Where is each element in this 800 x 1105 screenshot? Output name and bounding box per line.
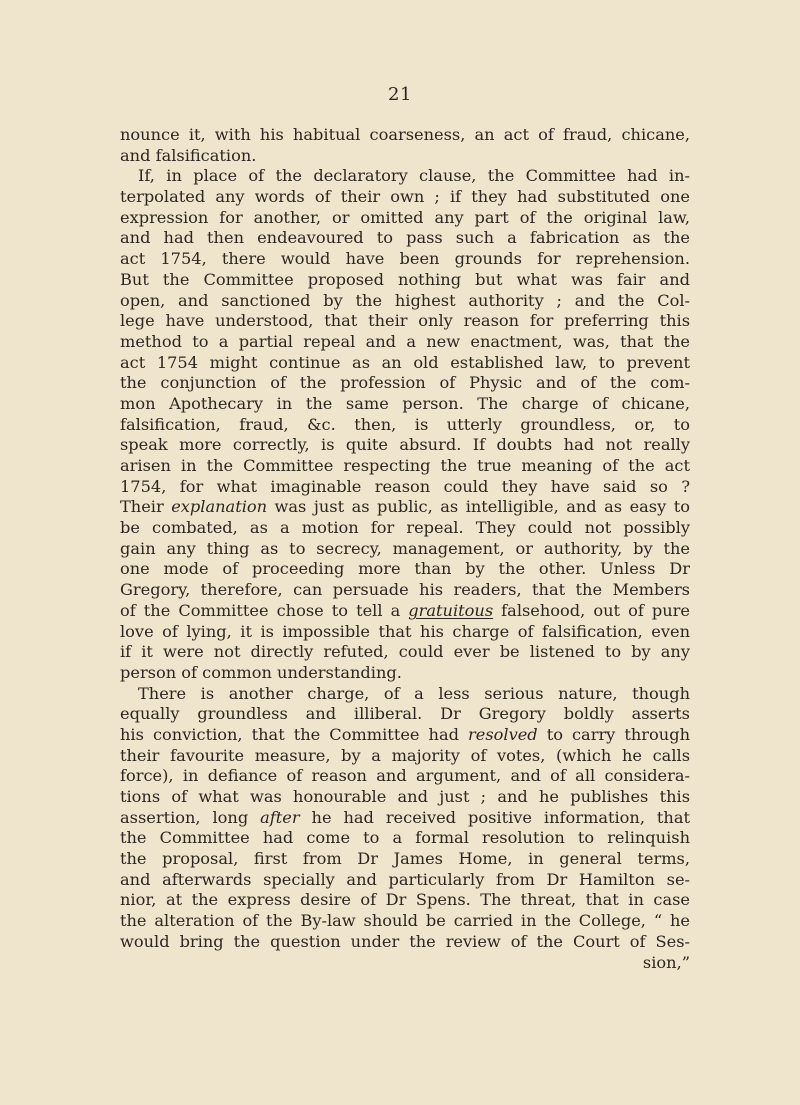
text-line: and falsification.: [120, 145, 257, 165]
text-run: assertion, long: [120, 807, 261, 827]
text-line: force), in defiance of reason and argument, and of all considera-: [120, 766, 690, 786]
text-line: falsification, fraud, &c. then, is utterly groundless, or, to: [120, 414, 690, 434]
text-line: act 1754, there would have been grounds for reprehension.: [120, 249, 690, 269]
italic-phrase: gratuitous: [408, 600, 494, 620]
text-line: [120, 725, 690, 746]
text-line: open, and sanctioned by the highest authority ; and the Col-: [120, 290, 690, 310]
text-line: the alteration of the By-law should be carried in the College, “ he: [120, 911, 690, 931]
italic-phrase: resolved: [468, 724, 538, 744]
text-run: falsehood, out of pure: [493, 600, 690, 620]
text-run: his conviction, that the Committee had: [120, 724, 469, 744]
text-line: [120, 601, 690, 622]
text-run: Their: [120, 497, 172, 517]
text-line: nior, at the express desire of Dr Spens. The threat, that in case: [120, 890, 690, 910]
text-run: was just as public, as intelligible, and as easy to: [267, 497, 690, 517]
text-line: their favourite measure, by a majority of votes, (which he calls: [120, 745, 690, 765]
text-line: terpolated any words of their own ; if they had substituted one: [120, 187, 690, 207]
text-line: sion,”: [642, 952, 690, 972]
text-line: method to a partial repeal and a new enactment, was, that the: [120, 331, 690, 351]
body-text: [120, 125, 690, 973]
text-line: [120, 497, 690, 518]
text-line: person of common understanding.: [120, 662, 402, 682]
text-line: the Committee had come to a formal resolution to relinquish: [120, 828, 690, 848]
text-line: if it were not directly refuted, could ever be listened to by any: [120, 642, 690, 662]
text-line: 1754, for what imaginable reason could they have said so ?: [120, 476, 690, 496]
text-run: of the Committee chose to tell a: [120, 600, 409, 620]
text-line: act 1754 might continue as an old established law, to prevent: [120, 352, 690, 372]
text-line: mon Apothecary in the same person. The charge of chicane,: [120, 393, 690, 413]
page-number: 21: [388, 84, 412, 105]
text-line: and afterwards specially and particularly from Dr Hamilton se-: [120, 869, 690, 889]
text-line: the conjunction of the profession of Physic and of the com-: [120, 373, 690, 393]
text-line: and had then endeavoured to pass such a fabrication as the: [120, 228, 690, 248]
text-run: to carry through: [537, 724, 691, 744]
text-line: expression for another, or omitted any part of the original law,: [120, 207, 690, 227]
text-line: If, in place of the declaratory clause, the Committee had in-: [138, 166, 690, 186]
text-line: nounce it, with his habitual coarseness, an act of fraud, chicane,: [120, 125, 690, 144]
text-line: one mode of proceeding more than by the other. Unless Dr: [120, 559, 690, 579]
text-line: [120, 808, 690, 829]
text-line: the proposal, first from Dr James Home, in general terms,: [120, 849, 690, 869]
text-line: be combated, as a motion for repeal. They could not possibly: [120, 518, 690, 538]
italic-phrase: explanation: [171, 497, 268, 517]
text-line: would bring the question under the review of the Court of Ses-: [120, 931, 690, 951]
text-line: gain any thing as to secrecy, management, or authority, by the: [120, 538, 690, 558]
text-run: he had received positive information, that: [299, 807, 690, 827]
text-line: Gregory, therefore, can persuade his readers, that the Members: [120, 580, 690, 600]
text-line: lege have understood, that their only reason for preferring this: [120, 311, 690, 331]
text-line: tions of what was honourable and just ; and he publishes this: [120, 787, 690, 806]
text-line: There is another charge, of a less serious nature, though: [138, 683, 690, 703]
text-line: equally groundless and illiberal. Dr Gregory boldly asserts: [120, 704, 690, 724]
italic-phrase: after: [260, 807, 300, 827]
text-line: love of lying, it is impossible that his charge of falsification, even: [120, 621, 690, 641]
text-line: speak more correctly, is quite absurd. If doubts had not really: [120, 435, 690, 455]
text-line: But the Committee proposed nothing but what was fair and: [120, 269, 690, 289]
text-line: arisen in the Committee respecting the true meaning of the act: [120, 456, 690, 475]
